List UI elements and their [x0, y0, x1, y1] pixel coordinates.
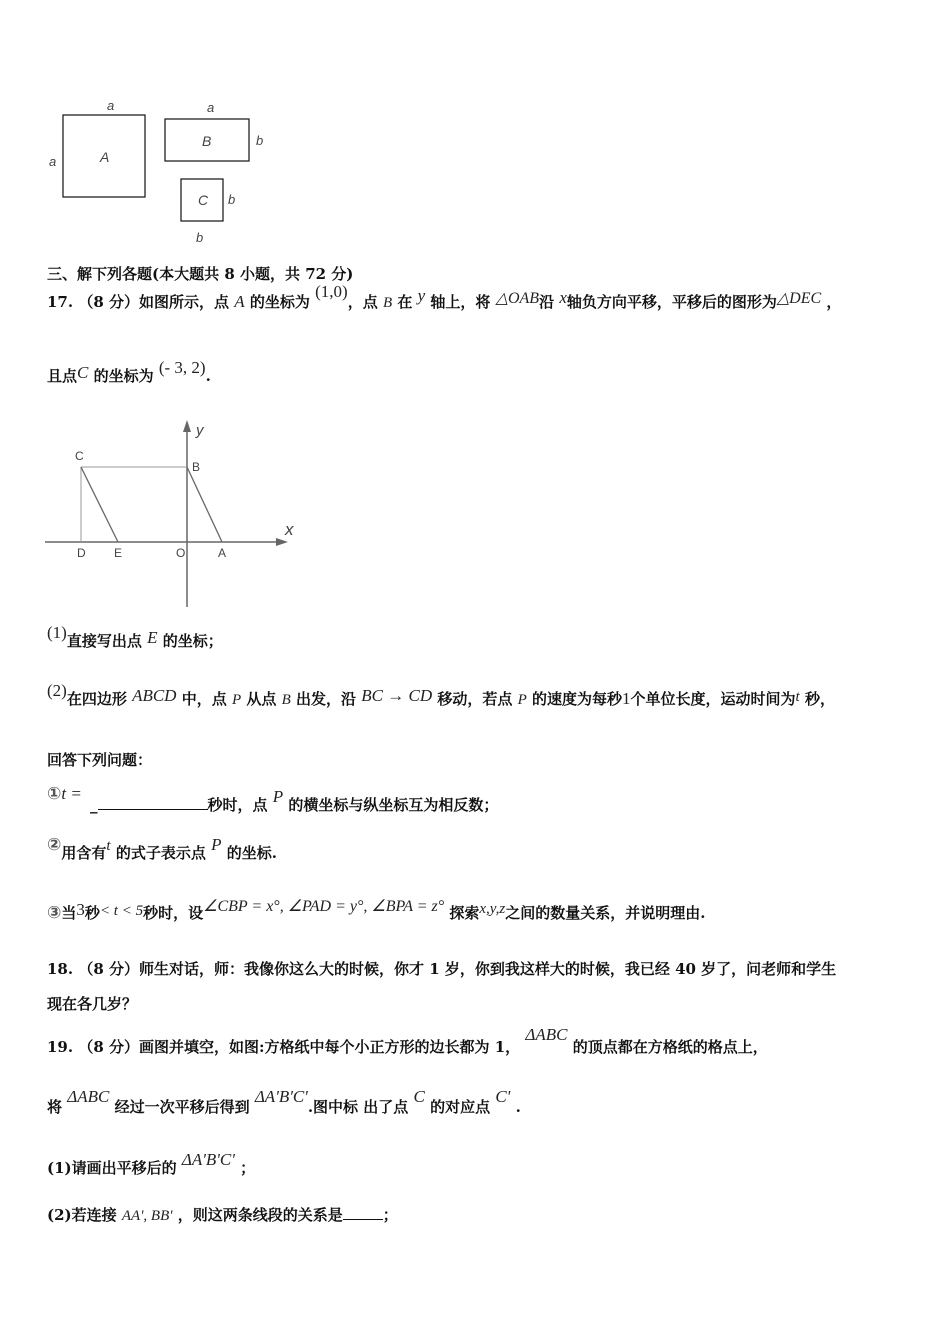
- q19-part1: [47, 1150, 256, 1178]
- x-axis-arrow: [276, 538, 288, 546]
- q17-point-c: C: [77, 363, 89, 382]
- q17-coord-a: (1,0): [315, 282, 348, 301]
- q17-part1: [47, 623, 223, 651]
- answer-blank[interactable]: [343, 1205, 383, 1220]
- y-axis-arrow: [183, 420, 191, 432]
- q19-text: 19. （8 分）画图并填空，如图:方格纸中每个小正方形的边长都为 1，: [47, 1038, 521, 1056]
- q17-triangle-dec: △DEC: [776, 290, 822, 307]
- q17-sub2-circle: ②: [47, 835, 62, 855]
- q17-sub3-inequality: < t < 5: [99, 903, 144, 919]
- q19-part1-text: (1)请画出平移后的: [47, 1159, 177, 1177]
- label-b: B: [192, 460, 201, 474]
- square-a-label: A: [100, 149, 110, 165]
- answer-blank[interactable]: [98, 795, 208, 810]
- q17-part2-text: 从点: [246, 690, 277, 708]
- q17-part2-number: (2): [47, 681, 67, 700]
- q17-sub3-text: 秒: [84, 904, 100, 922]
- q19-part1-triangle: ΔA'B'C': [181, 1150, 235, 1169]
- label-d: D: [77, 546, 86, 560]
- segment-ce: [81, 467, 118, 542]
- q19-part1-text: ；: [240, 1159, 256, 1177]
- q17-part2-text: 秒，: [804, 690, 835, 708]
- q19-text: .图中标 出了点: [307, 1098, 409, 1116]
- label-c: C: [75, 449, 84, 463]
- q17-part1-number: (1): [47, 623, 67, 642]
- q17-sub1-circle: ①: [47, 784, 62, 804]
- rect-b-right-label: b: [256, 133, 264, 148]
- q17-sub3-text: 探索: [449, 904, 480, 922]
- q17-y-axis: y: [417, 286, 426, 305]
- q17-x-axis: x: [559, 288, 567, 307]
- q17-part2-point-p: P: [517, 692, 527, 708]
- q17-coordinate-figure: [40, 415, 320, 615]
- q17-sub2-point-p: P: [211, 835, 222, 854]
- q17-part2-text: 移动，若点: [437, 690, 513, 708]
- q17-sub3-text: 之间的数量关系，并说明理由.: [505, 904, 706, 922]
- q17-text: .: [205, 367, 211, 385]
- q17-sub2-text: 的式子表示点: [115, 844, 206, 862]
- q17-part2-point-p: P: [231, 692, 242, 708]
- q17-text: 且点: [47, 367, 78, 385]
- q17-sub3-angles: ∠CBP = x°, ∠PAD = y°, ∠BPA = z°: [203, 898, 445, 915]
- section-heading: 三、解下列各题(本大题共 8 小题，共 72 分): [47, 265, 354, 283]
- square-c-right-label: b: [228, 192, 236, 207]
- rect-b-label: B: [202, 133, 212, 149]
- q19-part2-text: ，则这两条线段的关系是: [177, 1206, 343, 1224]
- q17-part1-text: 的坐标；: [162, 632, 223, 650]
- q17-text: 轴上，将: [430, 293, 491, 311]
- q17-sub1-answer: [90, 787, 499, 815]
- top-figure: [40, 95, 280, 255]
- q18-line2: 现在各几岁？: [47, 995, 138, 1013]
- q17-part2-text: 中，点: [181, 690, 227, 708]
- label-x-axis: x: [285, 520, 294, 539]
- q17-triangle-oab: △OAB: [495, 290, 540, 307]
- q17-text: 的坐标为: [93, 367, 154, 385]
- q17-score: （8 分）: [78, 293, 140, 311]
- q19-text: 将: [47, 1098, 63, 1116]
- q17-sub1-text: 秒时，点: [207, 796, 268, 814]
- q18-line1: 18. （8 分）师生对话，师：我像你这么大的时候，你才 1 岁，你到我这样大的时候，我已经 40 岁了，问老师和学生: [47, 960, 837, 978]
- square-a-left-label: a: [49, 154, 57, 169]
- q19-part2: [47, 1204, 398, 1225]
- q17-text: 如图所示，点: [139, 293, 230, 311]
- q17-text: ，: [826, 293, 842, 311]
- q17-sub3-text: 秒时，设: [143, 904, 204, 922]
- q19-point-c1: C': [495, 1087, 511, 1106]
- q17-sub1-underscore: _: [90, 796, 98, 814]
- q17-sub3-xyz: x,y,z: [479, 901, 506, 917]
- q19-text: 的对应点: [430, 1098, 491, 1116]
- q17-line2: [47, 358, 211, 386]
- q19-line1: [47, 1025, 768, 1057]
- q17-part2-t: t: [795, 689, 800, 705]
- q17-part1-point-e: E: [147, 628, 158, 647]
- q17-number: 17.: [47, 293, 74, 311]
- q17-sub3-three: 3: [76, 900, 85, 919]
- q17-sub3-circle: ③: [47, 903, 62, 923]
- square-c-label: C: [198, 192, 209, 208]
- q17-text: 沿: [539, 293, 555, 311]
- q17-sub1-text: 的横坐标与纵坐标互为相反数；: [288, 796, 499, 814]
- q17-part2-abcd: ABCD: [132, 686, 177, 705]
- q17-sub2-text: 用含有: [61, 844, 107, 862]
- label-o: O: [176, 546, 186, 560]
- q17-sub1: [47, 784, 82, 804]
- q17-line1: [47, 282, 842, 312]
- square-c-bottom-label: b: [196, 230, 204, 245]
- q17-part2: [47, 681, 835, 709]
- q19-triangle-abc: ΔABC: [67, 1087, 110, 1106]
- rect-b-top-label: a: [207, 100, 215, 115]
- q17-text: 轴负方向平移，平移后的图形为: [566, 293, 777, 311]
- q17-coord-c: (- 3, 2): [158, 358, 206, 377]
- q17-part2-text: 的速度为每秒: [532, 690, 623, 708]
- q17-sub3: [47, 898, 706, 923]
- label-y-axis: y: [196, 422, 204, 439]
- q19-text: 的顶点都在方格纸的格点上，: [572, 1038, 768, 1056]
- q19-triangle-a1b1c1: ΔA'B'C': [254, 1087, 308, 1106]
- q17-part2-text: 个单位长度，运动时间为: [630, 690, 796, 708]
- q17-part2-one: 1: [622, 689, 631, 708]
- q17-part2-line2: 回答下列问题：: [47, 751, 153, 769]
- q17-sub1-expr: t =: [61, 784, 82, 803]
- q19-line2: [47, 1087, 521, 1117]
- q19-triangle-abc: ΔABC: [525, 1025, 568, 1044]
- q19-text: .: [515, 1098, 521, 1116]
- q17-text: ，点: [347, 293, 378, 311]
- q19-part2-text: (2)若连接: [47, 1206, 117, 1224]
- q17-point-a: A: [234, 292, 245, 311]
- q17-part2-point-b: B: [281, 692, 291, 708]
- q17-point-b: B: [382, 295, 393, 311]
- q17-part2-path: BC → CD: [361, 686, 433, 705]
- q17-sub2-t: t: [106, 838, 111, 854]
- square-a-top-label: a: [107, 98, 115, 113]
- label-a: A: [218, 546, 227, 560]
- q17-sub2: [47, 835, 277, 863]
- q17-sub2-text: 的坐标.: [226, 844, 277, 862]
- q17-sub3-text: 当: [61, 904, 77, 922]
- q19-part2-text: ；: [382, 1206, 398, 1224]
- q19-point-c: C: [413, 1087, 425, 1106]
- q17-part1-text: 直接写出点: [66, 632, 142, 650]
- segment-ba: [187, 467, 222, 542]
- q17-text: 的坐标为: [249, 293, 310, 311]
- q19-text: 经过一次平移后得到: [114, 1098, 250, 1116]
- q17-sub1-point-p: P: [272, 787, 284, 806]
- q19-part2-segments: AA', BB': [121, 1208, 173, 1224]
- q17-text: 在: [397, 293, 413, 311]
- q17-part2-text: 出发，沿: [296, 690, 357, 708]
- label-e: E: [114, 546, 123, 560]
- q17-part2-text: 在四边形: [66, 690, 127, 708]
